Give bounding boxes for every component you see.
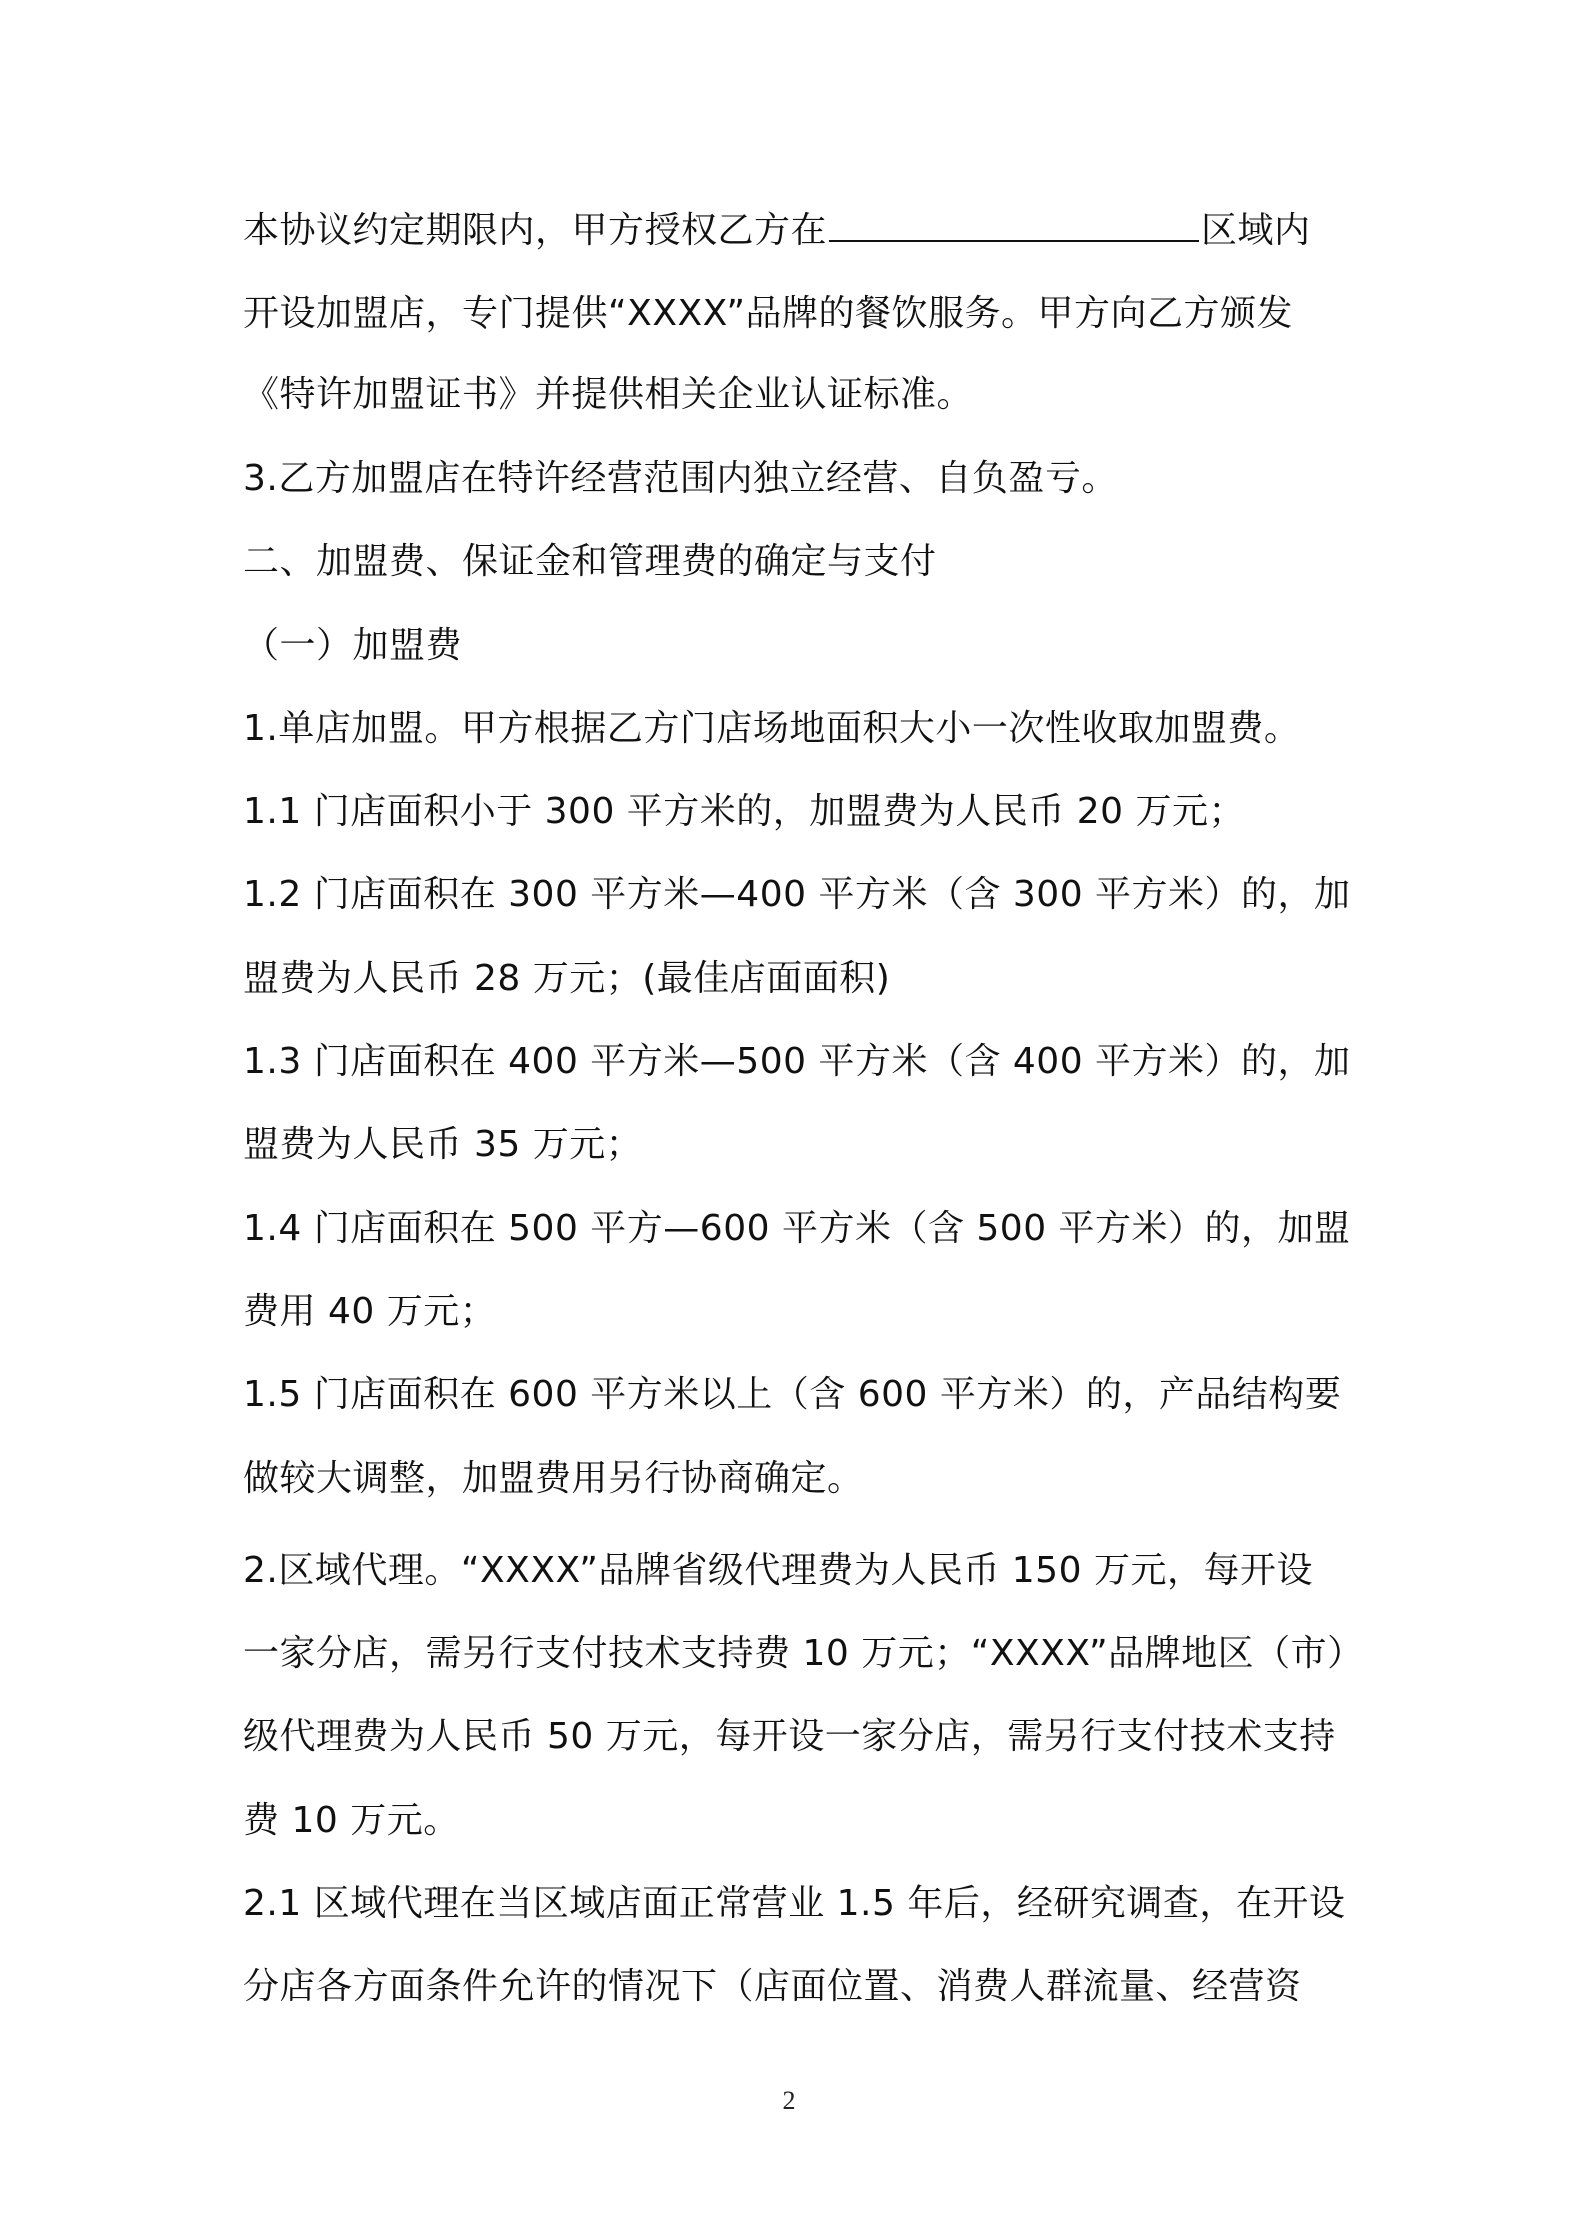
body-line-4: 3.乙方加盟店在特许经营范围内独立经营、自负盈亏。: [243, 458, 1118, 499]
line-1-after: 区域内: [1201, 210, 1311, 251]
body-line-3: 《特许加盟证书》并提供相关企业认证标准。: [243, 374, 974, 415]
subsection-heading-franchise-fee: （一）加盟费: [243, 625, 463, 666]
body-line-10: 盟费为人民币 28 万元；(最佳店面面积): [243, 958, 891, 999]
body-line-21: 2.1 区域代理在当区域店面正常营业 1.5 年后，经研究调查，在开设: [243, 1883, 1346, 1924]
body-line-7: 1.单店加盟。甲方根据乙方门店场地面积大小一次性收取加盟费。: [243, 708, 1301, 749]
body-line-19: 级代理费为人民币 50 万元，每开设一家分店，需另行支付技术支持: [243, 1716, 1336, 1757]
body-line-11: 1.3 门店面积在 400 平方米—500 平方米（含 400 平方米）的，加: [243, 1041, 1351, 1082]
page-number: 2: [782, 2086, 796, 2115]
body-line-1: [243, 206, 1363, 255]
body-line-13: 1.4 门店面积在 500 平方—600 平方米（含 500 平方米）的，加盟: [243, 1208, 1351, 1249]
body-line-12: 盟费为人民币 35 万元；: [243, 1124, 643, 1165]
region-blank-field: [829, 206, 1199, 242]
body-line-16: 做较大调整，加盟费用另行协商确定。: [243, 1458, 864, 1499]
section-heading-fees: 二、加盟费、保证金和管理费的确定与支付: [243, 541, 937, 582]
line-1-before: 本协议约定期限内，甲方授权乙方在: [243, 210, 828, 251]
body-line-17: 2.区域代理。“XXXX”品牌省级代理费为人民币 150 万元，每开设: [243, 1550, 1313, 1591]
body-line-9: 1.2 门店面积在 300 平方米—400 平方米（含 300 平方米）的，加: [243, 874, 1351, 915]
body-line-22: 分店各方面条件允许的情况下（店面位置、消费人群流量、经营资: [243, 1966, 1302, 2007]
body-line-15: 1.5 门店面积在 600 平方米以上（含 600 平方米）的，产品结构要: [243, 1374, 1342, 1415]
body-line-20: 费 10 万元。: [243, 1800, 460, 1841]
body-line-18: 一家分店，需另行支付技术支持费 10 万元；“XXXX”品牌地区（市）: [243, 1633, 1364, 1674]
body-line-14: 费用 40 万元；: [243, 1291, 497, 1332]
body-line-2: 开设加盟店，专门提供“XXXX”品牌的餐饮服务。甲方向乙方颁发: [243, 293, 1293, 334]
body-line-8: 1.1 门店面积小于 300 平方米的，加盟费为人民币 20 万元；: [243, 791, 1245, 832]
